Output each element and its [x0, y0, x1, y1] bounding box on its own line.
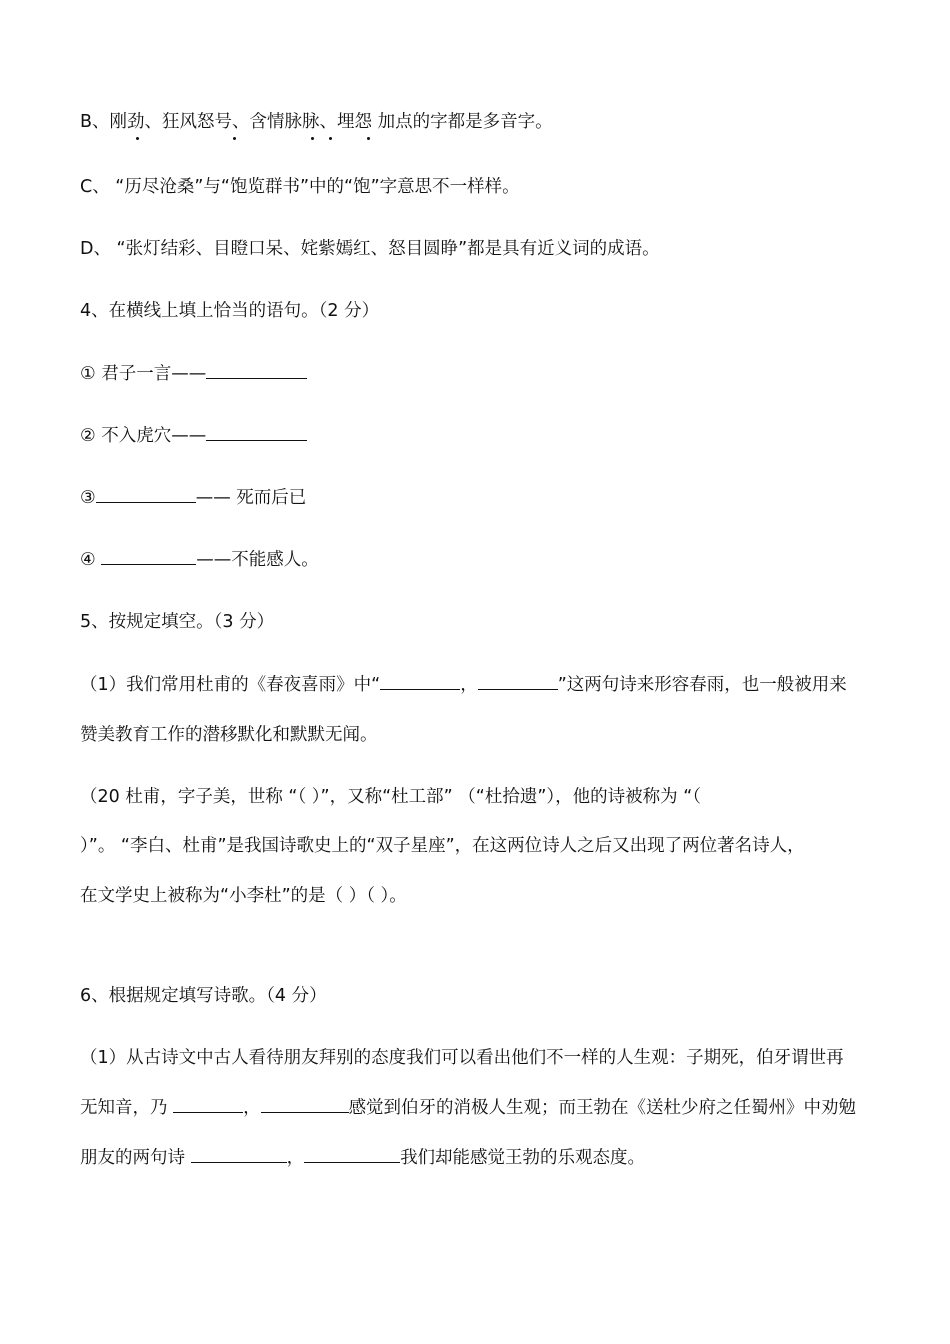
fill-blank[interactable] [191, 1146, 287, 1163]
q4-item-4-suffix: ——不能感人。 [196, 550, 319, 570]
emphasis-dot [329, 137, 332, 140]
q6-part-1-prefix-2: 朋友的两句诗 [80, 1148, 191, 1168]
q5-part-2-line-2 [80, 834, 805, 858]
emphasis-dot [136, 137, 139, 140]
q4-item-4-prefix: ④ [80, 550, 102, 570]
fill-blank[interactable] [101, 548, 196, 565]
emphasis-dot [233, 137, 236, 140]
q4-item-3-suffix: —— 死而后已 [195, 488, 307, 508]
question-4-heading [80, 299, 379, 323]
q4-item-1-text: ① 君子一言—— [80, 364, 207, 384]
option-d [80, 237, 660, 261]
q5-part-2-text-2: ）”。 “李白、杜甫”是我国诗歌史上的“双子星座”，在这两位诗人之后又出现了两位著名诗人， [80, 836, 805, 856]
option-c [80, 175, 520, 199]
q5-part-1-suffix: ”这两句诗来形容春雨，也一般被用来 [557, 675, 847, 695]
q4-item-2-text: ② 不入虎穴—— [80, 426, 207, 446]
q5-part-2-text-3: 在文学史上被称为“小李杜”的是（ ）（ ）。 [80, 886, 407, 906]
q6-part-1-suffix: 感觉到伯牙的消极人生观；而王勃在《送杜少府之任蜀州》中劝勉 [348, 1098, 857, 1118]
q5-part-2-text-1: （20 杜甫，字子美，世称 “（ ）”，又称“杜工部” （“杜拾遗”），他的诗被称为 “（ [80, 787, 702, 807]
q5-part-2-line-1 [80, 785, 701, 809]
fill-blank[interactable] [304, 1146, 400, 1163]
q4-item-3 [80, 486, 306, 510]
q6-part-1-text-1: （1）从古诗文中古人看待朋友拜别的态度我们可以看出他们不一样的人生观：子期死，伯牙谓世再 [80, 1048, 844, 1068]
option-d-text: D、 “张灯结彩、目瞪口呆、姹紫嫣红、怒目圆睁”都是具有近义词的成语。 [80, 239, 660, 259]
q6-part-1-line-2 [80, 1096, 856, 1120]
q6-part-1-comma-2: ， [286, 1148, 305, 1168]
fill-blank[interactable] [206, 424, 307, 441]
question-5-text: 5、按规定填空。（3 分） [80, 612, 275, 632]
q6-part-1-line-1 [80, 1046, 844, 1070]
q5-part-1-comma: ， [460, 675, 478, 695]
q5-part-1-continuation: 赞美教育工作的潜移默化和默默无闻。 [80, 725, 378, 745]
q4-item-3-prefix: ③ [80, 488, 96, 508]
q4-item-2 [80, 424, 307, 448]
q6-part-1-comma: ， [243, 1098, 261, 1118]
option-b-text: B、刚劲、狂风怒号、含情脉脉、埋怨 加点的字都是多音字。 [80, 112, 553, 132]
q6-part-1-line-3 [80, 1146, 645, 1170]
q4-item-4 [80, 548, 319, 572]
q5-part-1-prefix: （1）我们常用杜甫的《春夜喜雨》中“ [80, 675, 381, 695]
option-b [80, 110, 553, 134]
q6-part-1-prefix: 无知音，乃 [80, 1098, 174, 1118]
fill-blank[interactable] [478, 673, 558, 690]
question-5-heading [80, 610, 274, 634]
fill-blank[interactable] [261, 1096, 349, 1113]
q4-item-1 [80, 362, 307, 386]
fill-blank[interactable] [206, 362, 307, 379]
q6-part-1-suffix-2: 我们却能感觉王勃的乐观态度。 [400, 1148, 646, 1168]
question-6-heading [80, 984, 327, 1008]
q5-part-1-line-2 [80, 723, 378, 747]
emphasis-dot [311, 137, 314, 140]
question-6-text: 6、根据规定填写诗歌。（4 分） [80, 986, 327, 1006]
fill-blank[interactable] [173, 1096, 243, 1113]
q5-part-2-line-3 [80, 884, 407, 908]
question-4-text: 4、在横线上填上恰当的语句。（2 分） [80, 301, 380, 321]
fill-blank[interactable] [380, 673, 460, 690]
emphasis-dot [367, 137, 370, 140]
option-c-text: C、 “历尽沧桑”与“饱览群书”中的“饱”字意思不一样样。 [80, 177, 520, 197]
fill-blank[interactable] [96, 486, 196, 503]
q5-part-1-line-1 [80, 673, 847, 697]
